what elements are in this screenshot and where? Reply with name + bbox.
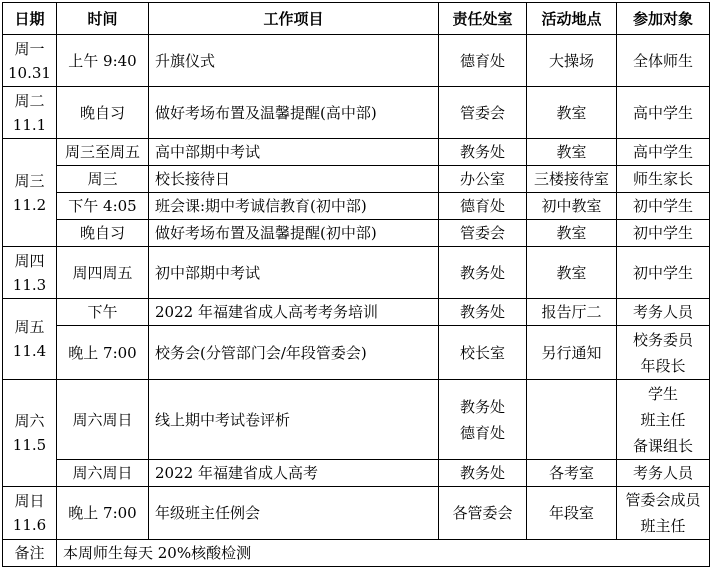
day-date: 11.4 (12, 342, 47, 360)
table-row (3, 380, 710, 460)
day-date: 11.3 (12, 275, 47, 294)
place-cell (527, 380, 617, 460)
header-date: 日期 (3, 3, 57, 35)
table-row (3, 299, 710, 326)
dept-cell: 办公室 (439, 166, 527, 193)
item-cell: 升旗仪式 (149, 35, 439, 87)
item-cell: 班会课:期中考诚信教育(初中部) (149, 193, 439, 220)
dept-cell: 管委会 (439, 220, 527, 247)
item-cell: 高中部期中考试 (149, 139, 439, 166)
day-name: 周日 (14, 492, 45, 510)
dept-cell: 教务处 (439, 247, 527, 299)
attendees-cell: 初中学生 (617, 193, 710, 220)
note-text: 本周师生每天 20%核酸检测 (57, 540, 710, 567)
day-name: 周三 (14, 171, 45, 190)
attendee-line: 年段长 (640, 356, 686, 375)
dept-cell: 管委会 (439, 87, 527, 139)
dept-cell: 德育处 (439, 35, 527, 87)
day-date: 11.2 (12, 195, 47, 214)
table-row (3, 87, 710, 139)
attendees-cell (617, 487, 710, 540)
table-row (3, 35, 710, 87)
attendees-cell: 高中学生 (617, 139, 710, 166)
attendees-cell: 初中学生 (617, 220, 710, 247)
day-date: 10.31 (8, 63, 51, 82)
weekly-schedule-table (2, 2, 710, 567)
time-cell: 周六周日 (57, 380, 149, 460)
table-row (3, 193, 710, 220)
dept-cell: 教务处 (439, 139, 527, 166)
time-cell: 周三至周五 (57, 139, 149, 166)
day-date: 11.5 (12, 436, 47, 454)
day-cell-monday (3, 35, 57, 87)
dept-cell: 教务处 (439, 299, 527, 326)
attendees-cell: 考务人员 (617, 299, 710, 326)
time-cell: 上午 9:40 (57, 35, 149, 87)
table-row (3, 166, 710, 193)
dept-line: 教务处 (459, 397, 505, 416)
header-place: 活动地点 (527, 3, 617, 35)
day-name: 周四 (14, 251, 45, 270)
header-time: 时间 (57, 3, 149, 35)
day-cell-tuesday (3, 87, 57, 139)
item-cell: 做好考场布置及温馨提醒(初中部) (149, 220, 439, 247)
time-cell: 下午 4:05 (57, 193, 149, 220)
dept-cell: 各管委会 (439, 487, 527, 540)
table-row (3, 220, 710, 247)
attendee-line: 备课组长 (632, 436, 693, 455)
header-item: 工作项目 (149, 3, 439, 35)
dept-cell: 教务处 (439, 460, 527, 487)
day-cell-sunday (3, 487, 57, 540)
attendee-line: 校务委员 (632, 330, 693, 349)
day-cell-friday (3, 299, 57, 380)
attendees-cell: 师生家长 (617, 166, 710, 193)
item-cell: 年级班主任例会 (149, 487, 439, 540)
time-cell: 晚上 7:00 (57, 487, 149, 540)
place-cell: 教室 (527, 247, 617, 299)
day-cell-wednesday (3, 139, 57, 247)
place-cell: 教室 (527, 139, 617, 166)
attendees-cell: 初中学生 (617, 247, 710, 299)
header-dept: 责任处室 (439, 3, 527, 35)
place-cell: 年段室 (527, 487, 617, 540)
header-attendees: 参加对象 (617, 3, 710, 35)
day-name: 周五 (14, 318, 45, 336)
attendee-line: 管委会成员 (625, 491, 701, 509)
time-cell: 晚自习 (57, 87, 149, 139)
day-cell-thursday (3, 247, 57, 299)
attendees-cell: 高中学生 (617, 87, 710, 139)
place-cell: 教室 (527, 87, 617, 139)
dept-cell (439, 380, 527, 460)
time-cell: 周六周日 (57, 460, 149, 487)
day-name: 周二 (14, 91, 45, 110)
table-row (3, 247, 710, 299)
item-cell: 2022 年福建省成人高考考务培训 (149, 299, 439, 326)
time-cell: 周四周五 (57, 247, 149, 299)
dept-line: 德育处 (459, 423, 505, 442)
item-cell: 初中部期中考试 (149, 247, 439, 299)
place-cell: 报告厅二 (527, 299, 617, 326)
attendees-cell: 考务人员 (617, 460, 710, 487)
place-cell: 大操场 (527, 35, 617, 87)
header-row (3, 3, 710, 35)
dept-cell: 德育处 (439, 193, 527, 220)
item-cell: 校务会(分管部门会/年段管委会) (149, 326, 439, 380)
day-name: 周一 (14, 39, 45, 58)
attendee-line: 学生 (647, 384, 678, 403)
item-cell: 线上期中考试卷评析 (149, 380, 439, 460)
table-row (3, 487, 710, 540)
attendees-cell: 全体师生 (617, 35, 710, 87)
place-cell: 另行通知 (527, 326, 617, 380)
attendees-cell (617, 326, 710, 380)
time-cell: 晚自习 (57, 220, 149, 247)
attendee-line: 班主任 (640, 517, 686, 535)
time-cell: 下午 (57, 299, 149, 326)
item-cell: 校长接待日 (149, 166, 439, 193)
item-cell: 2022 年福建省成人高考 (149, 460, 439, 487)
dept-cell: 校长室 (439, 326, 527, 380)
item-cell: 做好考场布置及温馨提醒(高中部) (149, 87, 439, 139)
table-row (3, 460, 710, 487)
table-row (3, 326, 710, 380)
place-cell: 初中教室 (527, 193, 617, 220)
place-cell: 各考室 (527, 460, 617, 487)
attendee-line: 班主任 (640, 410, 686, 429)
attendees-cell (617, 380, 710, 460)
day-name: 周六 (14, 412, 45, 430)
note-label: 备注 (3, 540, 57, 567)
day-date: 11.6 (12, 516, 47, 534)
day-cell-saturday (3, 380, 57, 487)
place-cell: 三楼接待室 (527, 166, 617, 193)
time-cell: 晚上 7:00 (57, 326, 149, 380)
place-cell: 教室 (527, 220, 617, 247)
time-cell: 周三 (57, 166, 149, 193)
table-row (3, 139, 710, 166)
note-row (3, 540, 710, 567)
day-date: 11.1 (12, 115, 47, 134)
